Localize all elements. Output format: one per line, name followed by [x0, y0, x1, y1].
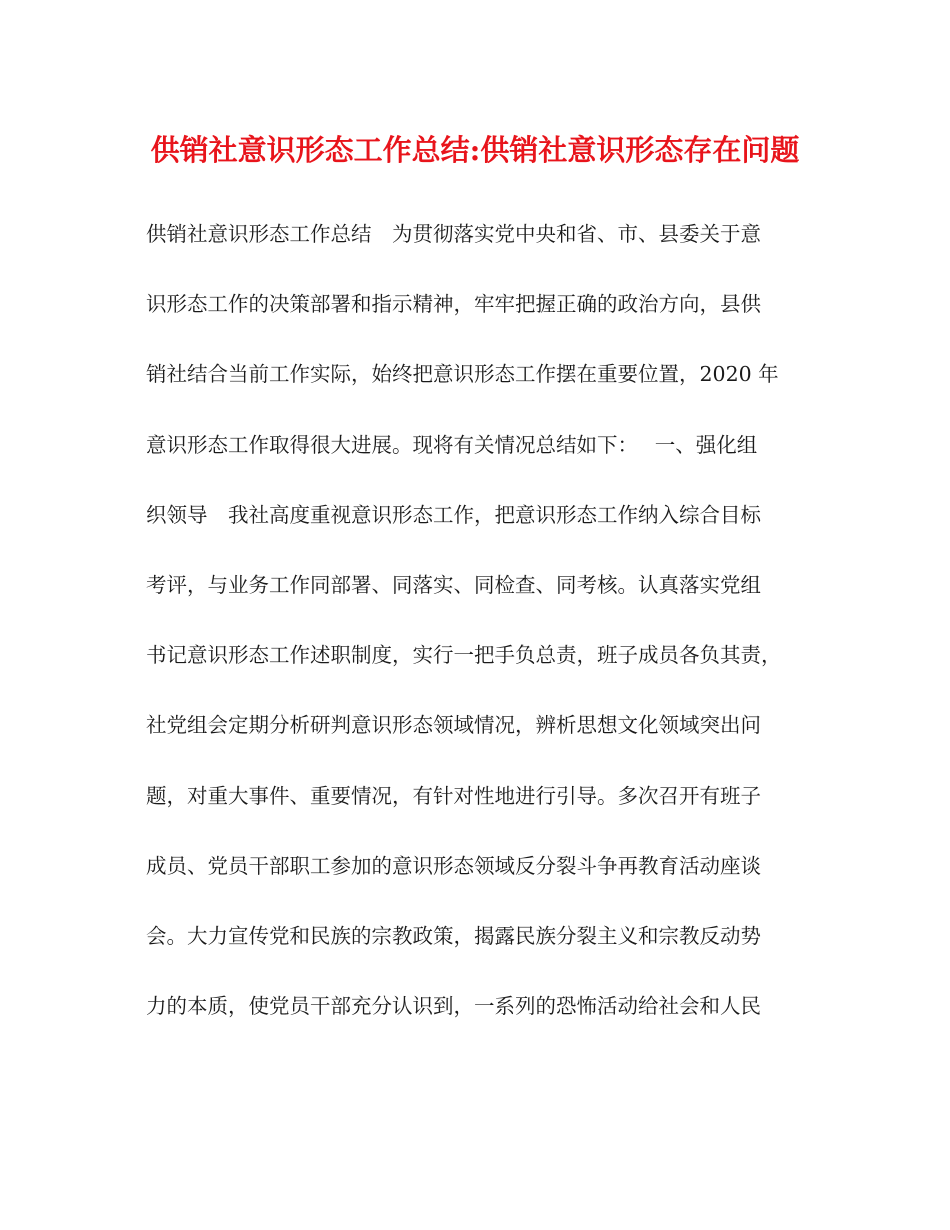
body-line: 书记意识形态工作述职制度，实行一把手负总责，班子成员各负其责， — [146, 643, 782, 668]
body-line: 意识形态工作取得很大进展。现将有关情况总结如下： 一、强化组 — [146, 432, 758, 457]
body-line: 销社结合当前工作实际，始终把意识形态工作摆在重要位置，2020 年 — [146, 362, 779, 387]
body-line: 社党组会定期分析研判意识形态领域情况，辨析思想文化领域突出问 — [146, 713, 761, 738]
body-line: 识形态工作的决策部署和指示精神，牢牢把握正确的政治方向，县供 — [146, 292, 761, 317]
document-body — [146, 212, 806, 1054]
body-line: 成员、党员干部职工参加的意识形态领域反分裂斗争再教育活动座谈 — [146, 853, 761, 878]
body-line: 题，对重大事件、重要情况，有针对性地进行引导。多次召开有班子 — [146, 783, 761, 808]
body-line: 供销社意识形态工作总结 为贯彻落实党中央和省、市、县委关于意 — [146, 222, 761, 246]
body-line: 织领导 我社高度重视意识形态工作，把意识形态工作纳入综合目标 — [146, 502, 761, 527]
body-line: 会。大力宣传党和民族的宗教政策，揭露民族分裂主义和宗教反动势 — [146, 923, 761, 948]
document-title: 供销社意识形态工作总结:供销社意识形态存在问题 — [150, 133, 800, 167]
body-line: 考评，与业务工作同部署、同落实、同检查、同考核。认真落实党组 — [146, 572, 761, 597]
body-line: 力的本质，使党员干部充分认识到，一系列的恐怖活动给社会和人民 — [146, 994, 761, 1019]
